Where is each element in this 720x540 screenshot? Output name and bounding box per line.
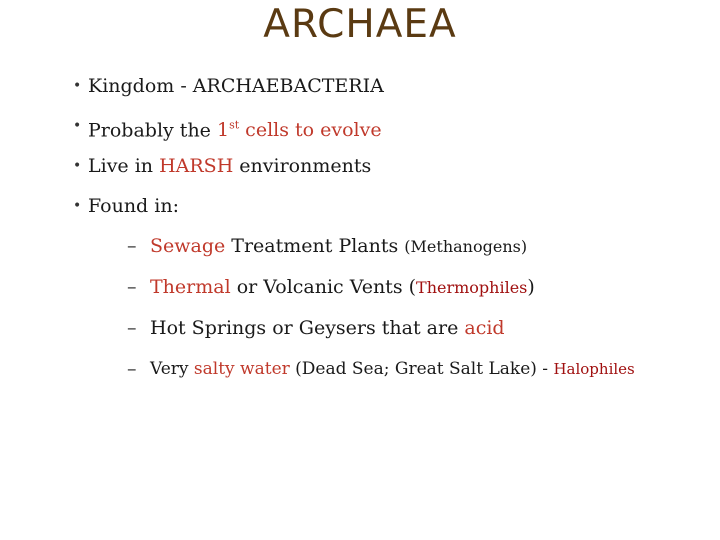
bullet-text: Found in: bbox=[88, 195, 179, 217]
bullet-text-post: environments bbox=[233, 155, 372, 177]
sub-text bbox=[150, 357, 635, 381]
sub-paren: (Methanogens) bbox=[404, 237, 528, 256]
bullet-text-post: cells to evolve bbox=[239, 119, 382, 142]
bullet-text: Kingdom - ARCHAEBACTERIA bbox=[88, 75, 384, 97]
sub-mid: Treatment Plants bbox=[225, 235, 405, 257]
dash-marker: – bbox=[127, 235, 137, 257]
sub-text bbox=[150, 234, 527, 259]
sub-term: Thermophiles bbox=[416, 278, 528, 297]
bullet-marker: • bbox=[73, 78, 82, 94]
sub-pre: Very bbox=[150, 359, 194, 379]
bullet-marker: • bbox=[73, 118, 82, 134]
dash-marker: – bbox=[127, 317, 137, 339]
bullet-first-cells bbox=[73, 114, 382, 142]
sub-close: ) bbox=[527, 276, 535, 298]
bullet-text-pre: Probably the bbox=[88, 119, 217, 142]
sub-mid: (Dead Sea; Great Salt Lake) - bbox=[289, 359, 554, 379]
sub-highlight: Thermal bbox=[150, 276, 231, 298]
slide-title: ARCHAEA bbox=[263, 2, 457, 47]
bullet-text-pre: Live in bbox=[88, 155, 160, 177]
ordinal-number: 1 bbox=[216, 119, 230, 142]
sub-text bbox=[150, 275, 535, 300]
sub-text bbox=[150, 316, 505, 340]
sub-term: Halophiles bbox=[553, 360, 635, 378]
bullet-harsh bbox=[73, 154, 372, 178]
dash-marker: – bbox=[127, 358, 137, 380]
ordinal-suffix: st bbox=[229, 119, 240, 132]
bullet-ordinal bbox=[217, 119, 382, 141]
bullet-found-in bbox=[73, 194, 179, 218]
sub-mid: or Volcanic Vents ( bbox=[230, 276, 417, 298]
sub-highlight: acid bbox=[464, 317, 505, 339]
bullet-highlight: HARSH bbox=[159, 155, 234, 177]
sub-highlight: salty water bbox=[193, 359, 290, 379]
sub-highlight: Sewage bbox=[150, 235, 226, 257]
sub-pre: Hot Springs or Geysers that are bbox=[150, 317, 465, 339]
dash-marker: – bbox=[127, 276, 137, 298]
bullet-marker: • bbox=[73, 158, 82, 174]
bullet-marker: • bbox=[73, 198, 82, 214]
bullet-kingdom bbox=[73, 74, 384, 98]
